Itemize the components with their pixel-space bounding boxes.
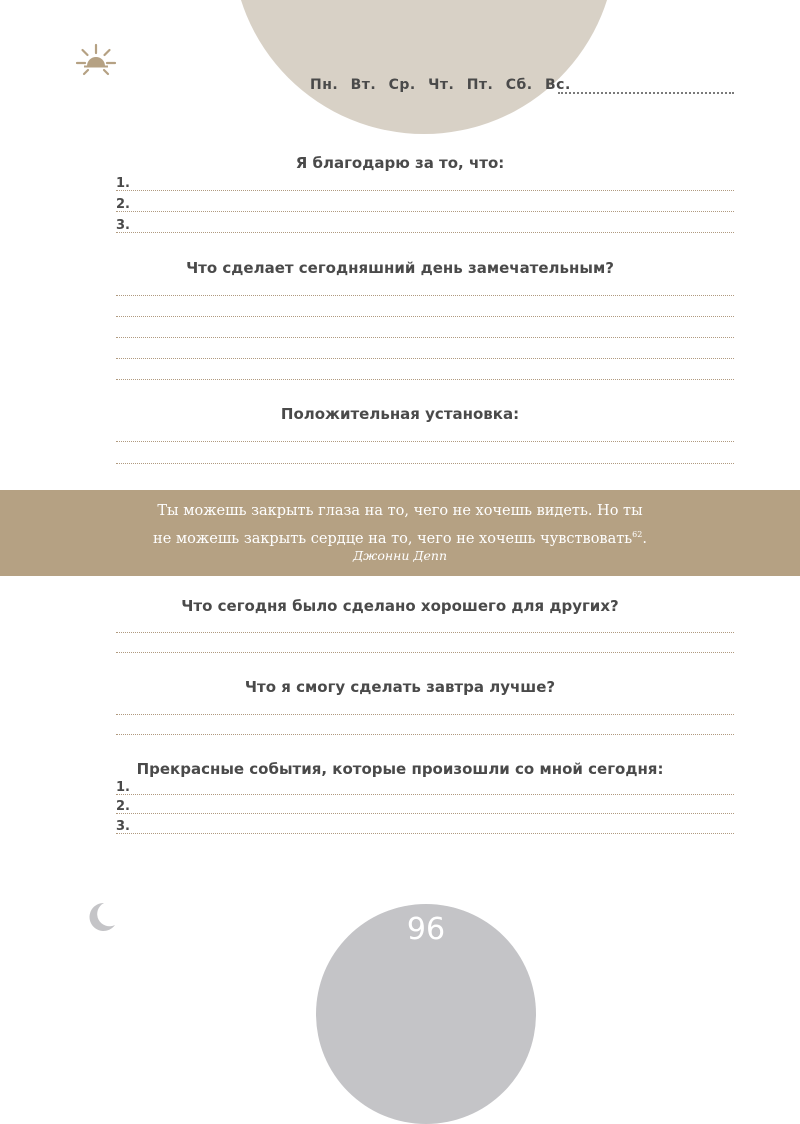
wonderful-events-heading: Прекрасные события, которые произошли со мной сегодня:: [136, 760, 664, 778]
gratitude-number-3: 3.: [116, 218, 130, 233]
page-number: 96: [406, 912, 446, 947]
events-line-3[interactable]: [116, 833, 734, 834]
weekday-sun[interactable]: Вс.: [544, 77, 571, 93]
better-tomorrow-line-2[interactable]: [116, 734, 734, 735]
affirmation-line-2[interactable]: [116, 463, 734, 464]
good-for-others-heading: Что сегодня было сделано хорошего для других?: [181, 597, 619, 615]
weekday-selector: [310, 77, 578, 93]
quote-line-2: [0, 523, 800, 551]
wonderful-day-line-3[interactable]: [116, 337, 734, 338]
events-number-2: 2.: [116, 799, 130, 814]
wonderful-day-heading: Что сделает сегодняшний день замечательным?: [186, 259, 614, 277]
gratitude-heading: Я благодарю за то, что:: [295, 154, 505, 172]
better-tomorrow-line-1[interactable]: [116, 714, 734, 715]
quote-line-2-text: не можешь закрыть сердце на то, чего не хочешь чувствовать: [153, 530, 633, 547]
wonderful-day-line-1[interactable]: [116, 295, 734, 296]
weekday-wed[interactable]: Ср.: [388, 77, 416, 93]
wonderful-day-line-5[interactable]: [116, 379, 734, 380]
quote-text: [0, 500, 800, 551]
moon-icon: [84, 900, 118, 934]
good-for-others-line-1[interactable]: [116, 632, 734, 633]
wonderful-day-line-4[interactable]: [116, 358, 734, 359]
weekday-fri[interactable]: Пт.: [466, 77, 494, 93]
events-number-3: 3.: [116, 819, 130, 834]
events-line-2[interactable]: [116, 813, 734, 814]
affirmation-heading: Положительная установка:: [280, 405, 520, 423]
date-line[interactable]: [558, 92, 734, 94]
weekday-thu[interactable]: Чт.: [428, 77, 455, 93]
gratitude-line-3[interactable]: [116, 232, 734, 233]
sun-icon: [74, 42, 118, 86]
wonderful-day-line-2[interactable]: [116, 316, 734, 317]
weekday-mon[interactable]: Пн.: [310, 77, 339, 93]
events-number-1: 1.: [116, 780, 130, 795]
quote-line-2-end: .: [642, 530, 647, 547]
weekday-sat[interactable]: Сб.: [505, 77, 533, 93]
weekday-tue[interactable]: Вт.: [350, 77, 377, 93]
gratitude-number-1: 1.: [116, 176, 130, 191]
quote-footnote: 62: [632, 530, 643, 539]
gratitude-line-1[interactable]: [116, 190, 734, 191]
better-tomorrow-heading: Что я смогу сделать завтра лучше?: [244, 678, 556, 696]
quote-author: Джонни Депп: [352, 548, 448, 563]
events-line-1[interactable]: [116, 794, 734, 795]
gratitude-number-2: 2.: [116, 197, 130, 212]
gratitude-line-2[interactable]: [116, 211, 734, 212]
top-decor-circle: [232, 0, 616, 134]
quote-line-1: Ты можешь закрыть глаза на то, чего не хочешь видеть. Но ты: [157, 503, 643, 519]
affirmation-line-1[interactable]: [116, 441, 734, 442]
good-for-others-line-2[interactable]: [116, 652, 734, 653]
